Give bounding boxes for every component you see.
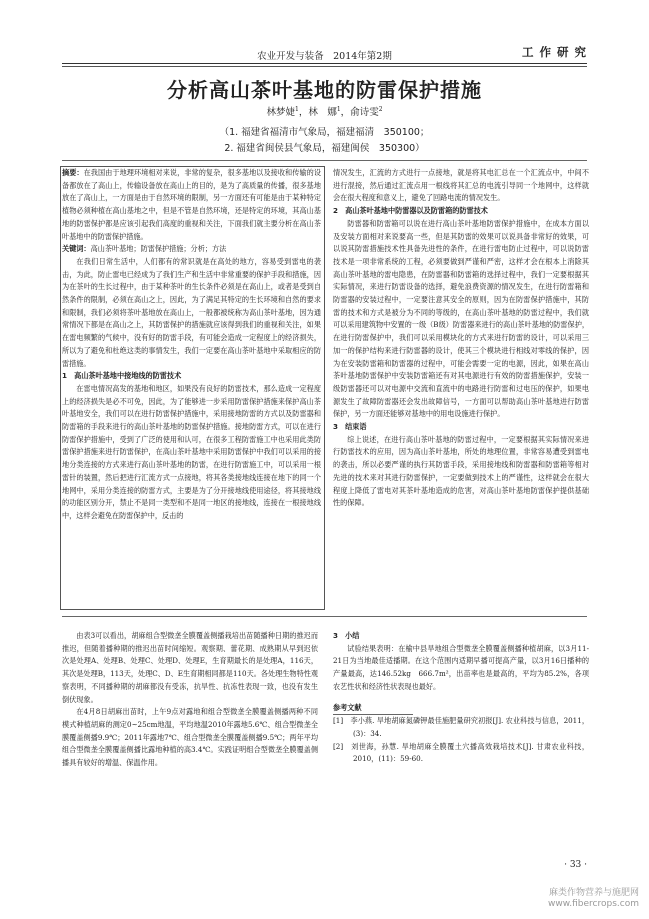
header-rule — [62, 63, 587, 64]
lower-left-column — [62, 630, 318, 770]
affiliation-1: （1. 福建省福清市气象局，福建福清 350100； — [219, 127, 430, 138]
abstract-label: 摘要： — [62, 168, 84, 177]
article-title: 分析高山茶叶基地的防雷保护措施 — [167, 78, 482, 102]
author-affil-mark: 2 — [378, 105, 383, 113]
body-paragraph: 由表3可以看出，胡麻组合型微垄全膜覆盖侧播栽培出苗随播种日期的推迟而推迟，但随着播种期的推迟出苗时间缩短。观察期、蕾花期、成熟期从早到迟依次是处理A、处理B、处理C、处理D、处理E，生育期最长的是处理A，116天，其次是处理B，113天，处理C、D、E生育期相同都是110天。各处理生物特性观察表明，不同播种期的胡麻都没有受冻，抗旱性、抗冻性表现一致，也没有发生倒伏现象。 — [62, 631, 318, 704]
author-line: 林梦婕$^1$，林 娜$^1$，俞诗雯$^2$ — [266, 105, 383, 118]
keywords — [62, 243, 321, 256]
header-rule-thin — [62, 66, 587, 67]
affiliation-2: 2. 福建省闽侯县气象局，福建闽侯 350300） — [224, 143, 425, 154]
author-name: 林 娜 — [308, 107, 337, 118]
author-name: 林梦婕 — [266, 107, 295, 118]
author-affil-mark: 1 — [294, 105, 299, 113]
right-column — [333, 167, 589, 510]
section-heading: 1 高山茶叶基地中接地线的防雷技术 — [62, 371, 182, 381]
section-divider — [62, 616, 587, 617]
keywords-text: 高山茶叶基地；防雷保护措施；分析；方法 — [90, 244, 227, 254]
watermark-title: 麻类作物营养与施肥网 — [548, 888, 639, 898]
title-divider — [62, 160, 587, 161]
body-paragraph: 在4月8日胡麻出苗时，上午9点对露地和组合型微垄全膜覆盖侧播两种不同模式种植胡麻的测定0~25cm地温，平均地温2010年露地5.6℃、组合型微垄全膜覆盖侧播9.9℃；2011年露地7℃、组合型微垄全膜覆盖侧播9.5℃；两年平均组合型微垄全膜覆盖侧播比露地种植的高3.4℃。实践证明组合型微垄全膜覆盖侧播具有较好的增温、保温作用。 — [62, 707, 318, 768]
reference-item: [1] 李小燕. 旱地胡麻氮磷钾最佳施肥量研究初报[J]. 农业科技与信息，2011，(3)：34. — [333, 716, 589, 738]
watermark — [548, 888, 639, 910]
keywords-label: 关键词： — [62, 244, 91, 254]
reference-item: [2] 刘世海，孙慧. 旱地胡麻全膜覆土穴播高效栽培技术[J]. 甘肃农业科技，2010，(11)：59-60. — [333, 741, 589, 764]
body-paragraph: 综上说述，在进行高山茶叶基地的防雷过程中，一定要根据其实际情况来进行防雷技术的应用，因为高山茶叶基地，所处的地理位置，非常容易遭受到雷电的袭击，所以必要严谨的执行其防雷手段，采用接地线和防雷器和防雷箱等相对先进的技术来对其进行防雷保护，一定要做到技术上的严谨性，这样就会在很大程度上降低了雷电对其茶叶基地造成的危害，对高山茶叶基地防雷保护提供基础性的保障。 — [333, 434, 589, 508]
author-affil-mark: 1 — [336, 105, 341, 113]
section-heading: 3 结束语 — [333, 422, 367, 432]
references-heading: 参考文献 — [333, 702, 413, 716]
section-label: 工 作 研 究 — [521, 45, 587, 59]
body-paragraph: 情况发生，汇流的方式进行一点接地，就是将其电汇总在一个汇流点中，中间不进行混接，然后通过汇流点用一根线将其汇总的电流引导同一个地网中，这样就会在很大程度和意义上，避免了回路电流的情况发生。 — [333, 168, 589, 203]
page-number: · 33 · — [564, 860, 587, 870]
section-heading: 2 高山茶叶基地中防雷器以及防雷箱的防雷技术 — [333, 206, 488, 216]
lower-right-column — [333, 630, 589, 766]
body-paragraph: 试验结果表明：在榆中县旱地组合型微垄全膜覆盖侧播种植胡麻，以3月11-21日为当地最佳适播期。在这个范围内适期早播可提高产量，以3月16日播种的产量最高，达146.52kg 666.7m²，出苗率也是最高的，平均为85.2%，各项农艺性状和经济性状表现也最好。 — [333, 643, 589, 691]
abstract-text: 在我国由于地理环境相对来说，非常的复杂，很多基地以及接收和传输的设备都放在了高山上，传输设备放在高山上的目的，是为了高质量的传播，很多基地放在了高山上，一方面是由于自然环境的限制，另一方面还有可能是由于某种特定植物必须种植在高山基地之中，但是不管是自然环境，还是特定的环境，其高山基地的防雷保护都是应该引起我们高度的重视和关注，下面我们就主要分析在高山茶叶基地中的防雷保护措施。 — [62, 168, 321, 241]
watermark-url: www.fibercrops.com — [548, 899, 639, 909]
body-paragraph: 在雷电情况高发的基地和地区，如果没有良好的防雷技术，那么造成一定程度上的经济损失是必不可免，因此，为了能够进一步采用防雷保护措施来保护高山茶叶基地安全，我们可以在进行防雷保护措施中，采用接地防雷的方式以及防雷器和防雷箱的手段来进行的高山茶叶基地的防雷保护措施。接地防雷方式，可以在进行防雷保护措施中，受到了广泛的使用和认可，在很多工程防雷施工中也采用此类防雷保护措施来进行防雷保护，在高山茶叶基地中采用防雷保护中我们可以采用的接地分类连接的方式来进行高山茶叶基地的防雷，在进行防雷施工中，可以采用一根雷针的装置，然后把进行汇流方式一点接地，将其各类接地线连接在地下的同一个地网中，采用分类连接的防雷方式，主要是为了分开接地线使用途径，将其接地线的功能区别分开，禁止不是同一类型和不是同一地区的接地线，连接在一根接地线中，这样会避免在防雷保护中，反击的 — [62, 383, 321, 520]
body-paragraph: 防雷器和防雷箱可以说在进行高山茶叶基地防雷保护措施中，在成本方面以及安装方面相对来说要高一些，但是其防雷的效果可以说具备非常好的效果，可以说其防雷措施技术性具备先进性的条件，在进行雷电防止过程中，可以说防雷技术是一项非常系统的工程，必须要做到严谨和严密，这样才会在根本上消除其高山茶叶基地的雷电隐患，在防雷器和防雷箱的选择过程中，我们一定要根据其实际情况，来进行防雷设备的选择，避免浪费资源的情况发生，在进行防雷箱和防雷器的安装过程中，一定要注意其安全的原则，因为在防雷保护措施中，其防雷的技术和方式是被分为不同的等级的，在高山茶叶基地的防雷过程中，我们就可以采用建筑物中安置的一级（B级）防雷器来进行的高山茶叶基地的防雷保护，在进行防雷保护中，我们可以采用模块化的方式来进行防雷的设计，可以采用三加一的保护结构来进行防雷器的设计，使其三个模块进行相线对零线的保护，因为在安装防雷箱和防雷器的过程中，可能会需要一定的电源，因此，如果在高山茶叶基地防雷保护中安装防雷箱还有对其电源进行有效的防雷措施保护，安装一级防雷器还可以对电源中交流和直流中的电路进行防雷和过电压的保护，如果电源发生了故障防雷器还会发出故障信号，一方面可以帮助高山茶叶基地进行防雷保护，另一方面还能够对基地中的用电设施进行保护。 — [333, 218, 589, 419]
left-column — [62, 167, 321, 523]
abstract — [62, 167, 321, 243]
body-paragraph: 在我们日常生活中，人们都有的常识就是在高处的地方，容易受到雷电的袭击，为此，防止雷电已经成为了我们生产和生活中非常重要的保护手段和措施，因为在茶叶的生长过程中，由于某种茶叶的生长条件必须是在高山上，或者是受到自然条件的限制，必须在高山之上，因此，为了满足其特定的生长环境和自然的要求和限制，我们必须将茶叶基地放在高山上，一般都被统称为高山茶叶基地，因为通常情况下都是在高山之上，其防雷保护的措施就应该得到我们的重视和关注，如果在雷电频繁的气候中，没有好的防雷手段，有可能会造成一定程度上的经济损失，所以为了避免和杜绝这类的事情发生，我们一定要在高山茶叶基地中采取相应的防雷措施。 — [62, 256, 321, 368]
author-name: 俞诗雯 — [350, 107, 379, 118]
section-heading: 3 小结 — [333, 631, 360, 640]
journal-header: 农业开发与装备 2014年第2期 — [257, 51, 392, 62]
